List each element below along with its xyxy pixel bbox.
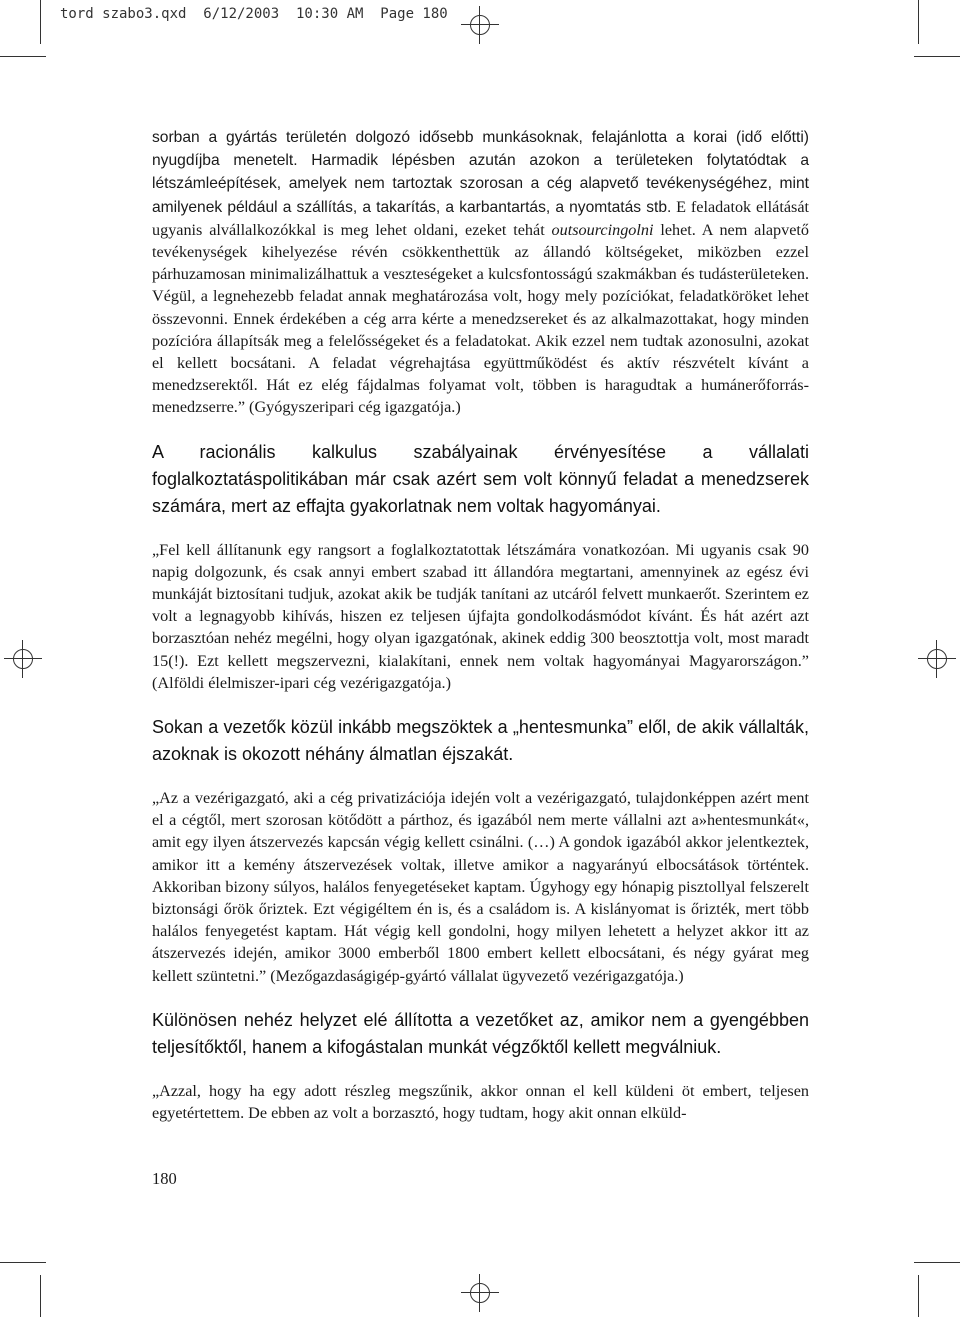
page-number: 180 — [152, 1169, 177, 1188]
italic-term: outsourcingolni — [551, 220, 654, 239]
quote-text-serif-b: lehet. A nem alapvető tevékenységek kihelyezése révén csökkenthettük az állandó költségeket, miközben ezzel párhuzamosan minimalizálhattuk a veszteségeket a kulcsfontosságú szakmákban és tudásterületeken. Végül, a legnehezebb feladat annak meghatározása volt, hogy mely pozíciókat, feladatköröket lehet összevonni. Ennek érdekében a cég arra kérte a menedzsereket és az alkalmazottakat, hogy minden pozícióra állapítsák meg a felelősségeket és a feladatokat. Akik ezzel nem tudtak azonosulni, azokat el kellett bocsátani. A feladat végrehajtása együttműködést és aktív részvételt kívánt a menedzserektől. Hát ez elég fájdalmas folyamat volt, többen is haragudtak a humánerőforrás-menedzserre.” (Gyógyszeripari cég igazgatója.) — [152, 220, 809, 417]
crop-mark-top-left-vertical — [40, 0, 41, 44]
paragraph-quote-continuation — [152, 126, 809, 419]
crop-mark-bottom-left-horizontal — [0, 1262, 46, 1263]
crop-mark-bottom-left-vertical — [40, 1275, 41, 1317]
quote-paragraph-2: „Az a vezérigazgató, aki a cég privatizációja idején volt a vezérigazgató, tulajdonképpen azért ment el a cégtől, mert szorosan kötődött a párthoz, és igazából nem merte vállalni azt a»hentesmunkát«, amit egy ilyen átszervezés kapcsán végig kellett csinálni. (…) A gondok igazából akkor jelentkeztek, amikor itt a kemény átszervezések voltak, illetve amikor a nagyarányú elbocsátások történtek. Akkoriban bizony súlyos, halálos fenyegetéseket kaptam. Úgyhogy egy hónapig pisztollyal felszerelt biztonsági őrök őriztek. Ezt végigéltem én is, és a családom is. A kislányomat is őrizték, mert több halálos fenyegetést kaptam. Hát végig kell gondolni, hogy milyen lehetett a helyzet akkor itt az átszervezés idején, amikor 3000 emberből 1800 embert kellett elbocsátani, és négy gyárat meg kellett szüntetni.” (Mezőgazdaságigép-gyártó vállalat ügyvezető vezérigazgatója.) — [152, 789, 809, 985]
quote-text-serif-a: E feladatok ellátását ugyanis alvállalkozókkal is meg lehet oldani, ezeket tehát — [152, 197, 810, 239]
crop-mark-top-right-vertical — [918, 0, 919, 44]
slug-line: tord szabo3.qxd 6/12/2003 10:30 AM Page 180 — [60, 6, 448, 22]
crop-mark-bottom-right-vertical — [918, 1275, 919, 1317]
lead-paragraph-1: A racionális kalkulus szabályainak érvényesítése a vállalati foglalkoztatáspolitikában már csak azért sem volt könnyű feladat a menedzserek számára, mert az effajta gyakorlatnak nem voltak hagyományai. — [152, 441, 809, 516]
lead-paragraph-3: Különösen nehéz helyzet elé állította a vezetőket az, amikor nem a gyengébben teljesítőktől, hanem a kifogástalan munkát végzőktől kellett megválniuk. — [152, 1009, 809, 1057]
text-column — [152, 126, 809, 1124]
registration-mark-top — [461, 6, 499, 44]
crop-mark-top-left-horizontal — [0, 56, 46, 57]
registration-mark-bottom — [461, 1274, 499, 1312]
registration-mark-left — [4, 640, 42, 678]
crop-mark-top-right-horizontal — [914, 56, 960, 57]
quote-paragraph-3: „Azzal, hogy ha egy adott részleg megszűnik, akkor onnan el kell küldeni öt embert, teljesen egyetértettem. De ebben az volt a borzasztó, hogy tudtam, hogy akit onnan elküld- — [152, 1081, 809, 1123]
registration-mark-right — [918, 640, 956, 678]
crop-mark-bottom-right-horizontal — [914, 1262, 960, 1263]
quote-text-sans: sorban a gyártás területén dolgozó idősebb munkásoknak, felajánlotta a korai (idő előtti) nyugdíjba menetelt. Harmadik lépésben azután azokon a területeken folytatódtak a létszámleépítések, amelyek nem tartoztak szorosan a cég alapvető tevékenységéhez, mint amilyenek például a szállítás, a takarítás, a karbantartás, a nyomtatás stb. — [152, 129, 809, 216]
lead-paragraph-2: Sokan a vezetők közül inkább megszöktek a „hentesmunka” elől, de akik vállalták, azoknak is okozott néhány álmatlan éjszakát. — [152, 717, 809, 765]
quote-paragraph-1: „Fel kell állítanunk egy rangsort a foglalkoztatottak létszámára vonatkozóan. Mi ugyanis csak 90 napig dolgozunk, és csak annyi embert szabad itt állandóra megtartani, amennyinek az egész évi munkáját biztosítani tudjuk, azokat akik be tudják tanítani az utcáról felvett munkaerőt. Szerintem ez volt a legnagyobb kihívás, hiszen ez teljesen újfajta gondolkodásmódot kívánt. És hát azért azt borzasztóan nehéz megélni, hogy olyan igazgatónak, akinek eddig 300 beosztottja volt, most maradt 15(!). Ezt kellett megszervezni, kialakítani, ennek nem voltak hagyományai Magyarországon.” (Alföldi élelmiszer-ipari cég vezérigazgatója.) — [152, 540, 809, 692]
